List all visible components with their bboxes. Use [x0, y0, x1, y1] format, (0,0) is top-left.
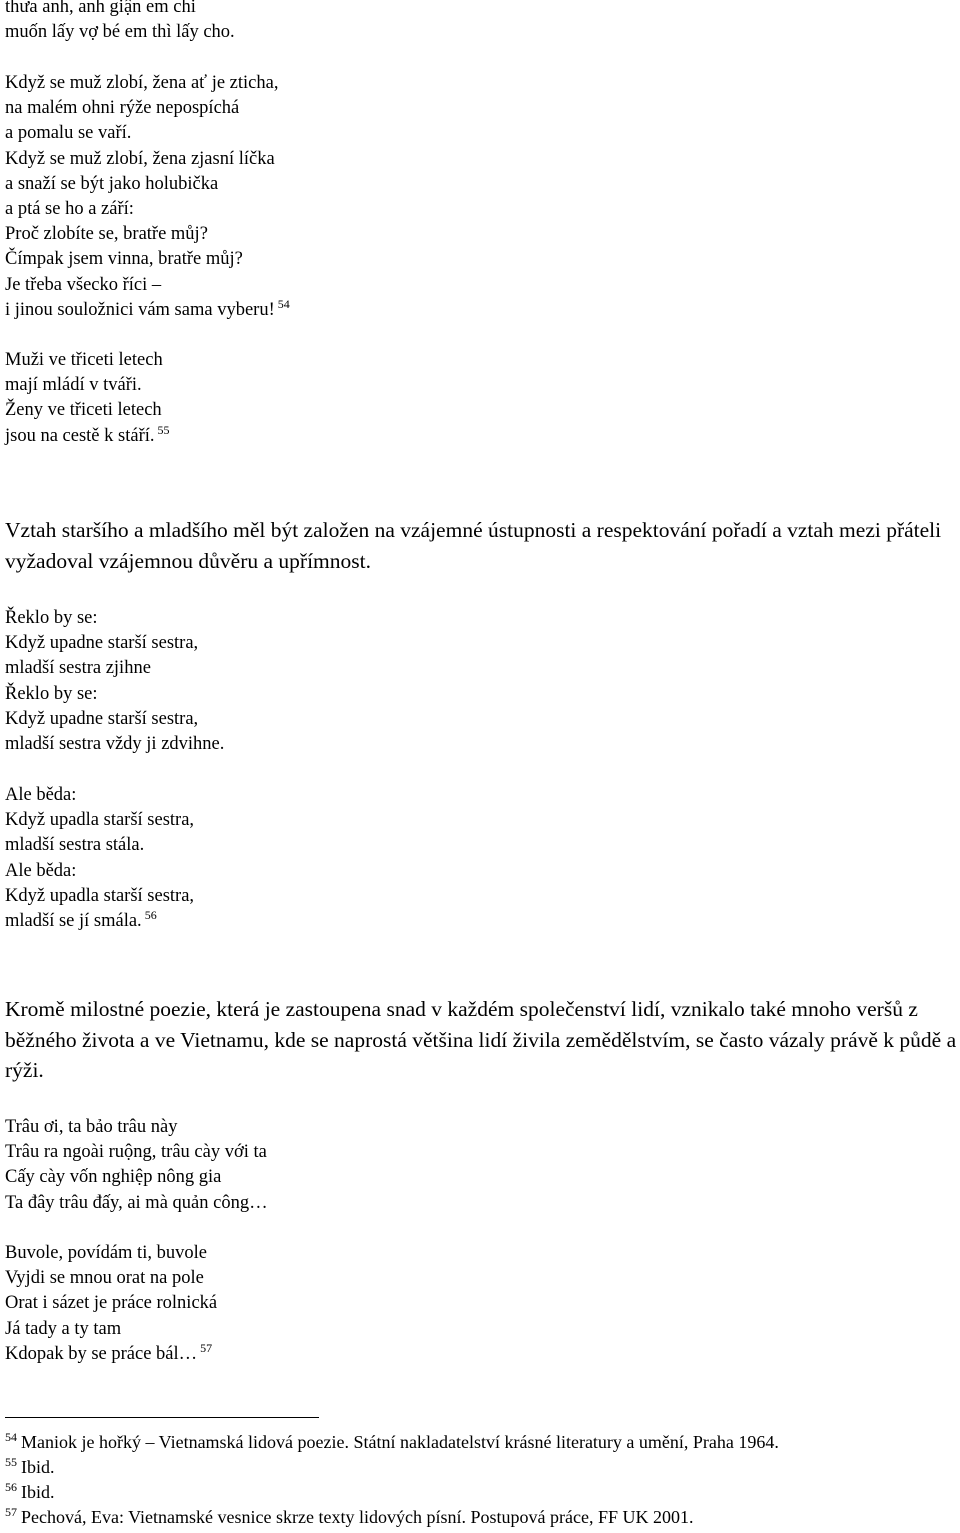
- footnote-number: 56: [5, 1480, 17, 1494]
- footnote-ref-56[interactable]: 56: [144, 908, 157, 923]
- verse-line-text: mladší se jí smála.: [5, 911, 142, 932]
- footnote-separator: [5, 1417, 319, 1418]
- footnote-ref-55[interactable]: 55: [157, 422, 170, 437]
- verse-line: mají mládí v tváři.: [5, 375, 142, 396]
- verse-line: Ženy ve třiceti letech: [5, 400, 162, 421]
- verse-stanza-5: [5, 783, 194, 934]
- verse-line: [5, 909, 194, 934]
- verse-line: a snaží se být jako holubička: [5, 173, 219, 194]
- verse-stanza-4: [5, 606, 224, 757]
- footnote-ref-57[interactable]: 57: [200, 1340, 213, 1355]
- verse-line-text: jsou na cestě k stáří.: [5, 425, 155, 446]
- verse-stanza-1: [5, 0, 235, 45]
- verse-line: Já tady a ty tam: [5, 1318, 122, 1339]
- verse-line: Když upadne starší sestra,: [5, 633, 199, 654]
- body-paragraph-1: Vztah staršího a mladšího měl být založen na vzájemné ústupnosti a respektování pořadí a vztah mezi přáteli vyžadoval vzájemnou důvěru a upřímnost.: [5, 518, 942, 573]
- verse-line: a ptá se ho a září:: [5, 199, 134, 220]
- footnote-number: 55: [5, 1455, 17, 1469]
- footnote-text: Ibid.: [21, 1457, 55, 1477]
- verse-line: [5, 1342, 217, 1367]
- footnote-text: Pechová, Eva: Vietnamské vesnice skrze texty lidových písní. Postupová práce, FF UK 2001.: [21, 1507, 694, 1527]
- verse-line: Proč zlobíte se, bratře můj?: [5, 224, 208, 245]
- footnote-text: Maniok je hořký – Vietnamská lidová poezie. Státní nakladatelství krásné literatury a umění, Praha 1964.: [21, 1432, 779, 1452]
- footnote-55: [5, 1455, 960, 1480]
- footnote-57: [5, 1505, 960, 1530]
- verse-line: Muži ve třiceti letech: [5, 350, 163, 370]
- verse-line: Ta đây trâu đấy, ai mà quản công…: [5, 1192, 268, 1213]
- verse-line-text: Kdopak by se práce bál…: [5, 1343, 198, 1364]
- footnote-number: 57: [5, 1505, 17, 1519]
- verse-line: Ale běda:: [5, 785, 77, 805]
- verse-line: Když upadla starší sestra,: [5, 885, 195, 906]
- verse-line: a pomalu se vaří.: [5, 123, 132, 144]
- verse-line: Vyjdi se mnou orat na pole: [5, 1268, 204, 1289]
- verse-stanza-6: [5, 1115, 268, 1216]
- footnote-ref-54[interactable]: 54: [277, 296, 290, 311]
- verse-line: Když upadla starší sestra,: [5, 810, 195, 831]
- verse-line: muốn lấy vợ bé em thì lấy cho.: [5, 22, 235, 43]
- verse-stanza-7: [5, 1241, 217, 1367]
- footnote-56: [5, 1480, 960, 1505]
- verse-line: Buvole, povídám ti, buvole: [5, 1243, 207, 1263]
- verse-line: Když upadne starší sestra,: [5, 708, 199, 729]
- verse-stanza-2: [5, 71, 290, 323]
- verse-line: Když se muž zlobí, žena ať je zticha,: [5, 73, 279, 93]
- footnotes: [5, 1430, 960, 1530]
- footnote-number: 54: [5, 1430, 17, 1444]
- footnote-text: Ibid.: [21, 1482, 55, 1502]
- verse-line: thưa anh, anh giận em chi: [5, 0, 196, 17]
- verse-line: Čímpak jsem vinna, bratře můj?: [5, 249, 243, 270]
- verse-line: Trâu ra ngoài ruộng, trâu cày với ta: [5, 1142, 267, 1163]
- verse-line: Řeklo by se:: [5, 683, 98, 704]
- body-paragraph-2: Kromě milostné poezie, která je zastoupena snad v každém společenství lidí, vznikalo také mnoho veršů z běžného života a ve Vietnamu, kde se naprostá většina lidí živila zemědělstvím, se často vázaly právě k půdě a rýži.: [5, 997, 957, 1082]
- verse-line: mladší sestra stála.: [5, 835, 145, 856]
- verse-line: [5, 298, 290, 323]
- verse-line: mladší sestra vždy ji zdvihne.: [5, 734, 225, 755]
- verse-line: [5, 424, 170, 449]
- verse-line: Ale běda:: [5, 860, 77, 881]
- verse-line: Orat i sázet je práce rolnická: [5, 1293, 218, 1314]
- verse-stanza-3: [5, 348, 170, 449]
- verse-line: Cấy cày vốn nghiệp nông gia: [5, 1167, 222, 1188]
- verse-line: mladší sestra zjihne: [5, 658, 151, 679]
- verse-line: Když se muž zlobí, žena zjasní líčka: [5, 148, 275, 169]
- verse-line: Trâu ơi, ta bảo trâu này: [5, 1117, 178, 1137]
- verse-line: Je třeba všecko říci –: [5, 274, 162, 295]
- footnote-54: [5, 1430, 960, 1455]
- verse-line: na malém ohni rýže nepospíchá: [5, 98, 240, 119]
- verse-line-text: i jinou souložnici vám sama vyberu!: [5, 299, 275, 320]
- verse-line: Řeklo by se:: [5, 608, 98, 628]
